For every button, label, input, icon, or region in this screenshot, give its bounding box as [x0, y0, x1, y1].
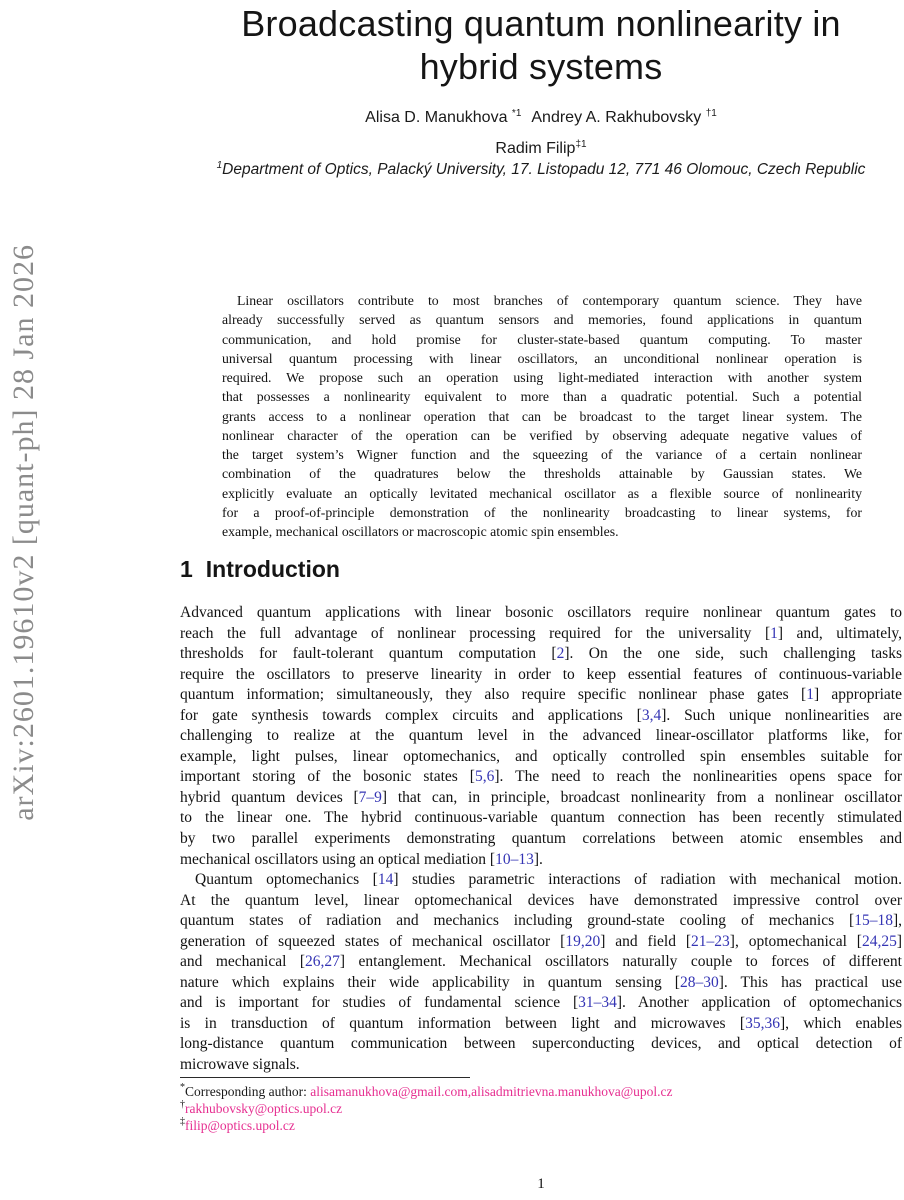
- citation-link[interactable]: 14: [377, 871, 394, 889]
- author-name: Andrey A. Rakhubovsky: [531, 109, 702, 126]
- text-line: to the linear one. The hybrid continuous-variable quantum connection has been recently stimulated: [180, 809, 902, 827]
- paper-header: [180, 0, 902, 179]
- text-line: microwave signals.: [180, 1056, 300, 1074]
- author-line: [180, 109, 902, 127]
- text-line: by two parallel experiments demonstrating quantum correlations between atomic ensembles and: [180, 830, 902, 848]
- body-text: [180, 603, 902, 1076]
- paper-title-line1: Broadcasting quantum nonlinearity in: [241, 3, 841, 44]
- author-footnote-mark: †1: [705, 108, 717, 119]
- citation-link[interactable]: 28–30: [679, 973, 719, 991]
- citation-link[interactable]: 15–18: [854, 912, 893, 930]
- author-name: Alisa D. Manukhova: [365, 109, 508, 126]
- citation-link[interactable]: 21–23: [691, 932, 730, 950]
- text-line: nature which explains their wide applicability in quantum sensing [28–30]. This has practical use: [180, 973, 902, 991]
- text-line: already successfully served as quantum sensors and memories, found applications in quantum: [222, 312, 862, 328]
- text-line: Linear oscillators contribute to most branches of contemporary quantum science. They have: [237, 293, 862, 308]
- text-line: example, light pulses, linear optomechanics, and optically controlled spin ensembles suitable for: [180, 747, 902, 765]
- section-number: 1: [180, 556, 193, 582]
- text-line: thresholds for fault-tolerant quantum computation [2]. On the one side, such challenging tasks: [180, 645, 903, 663]
- text-line: long-distance quantum communication between superconducting devices, and optical detection of: [180, 1035, 902, 1053]
- body-paragraph: [180, 870, 902, 1075]
- author-footnote-mark: *1: [511, 108, 522, 119]
- page-number: 1: [537, 1176, 545, 1192]
- text-line: and is important for studies of fundamental science [31–34]. Another application of optomechanics: [180, 994, 902, 1012]
- text-line: explicitly evaluate an optically levitated mechanical oscillator as a flexible source of nonlinearity: [222, 485, 862, 501]
- text-line: example, mechanical oscillators or macroscopic atomic spin ensembles.: [222, 524, 619, 539]
- footnote: [180, 1083, 902, 1100]
- affiliation-text: Department of Optics, Palacký University, 17. Listopadu 12, 771 46 Olomouc, Czech Republic: [222, 161, 866, 178]
- text-line: Advanced quantum applications with linear bosonic oscillators require nonlinear quantum gates to: [180, 604, 902, 621]
- text-line: and mechanical [26,27] entanglement. Mechanical oscillators naturally couple to forces of different: [180, 953, 902, 971]
- text-line: important storing of the bosonic states [5,6]. The need to reach the nonlinearities opens space for: [180, 768, 902, 786]
- footnotes: [180, 1083, 902, 1134]
- author-line-2: [180, 140, 902, 158]
- text-line: the target system’s Wigner function and the squeezing of the variance of a certain nonlinear: [222, 447, 862, 462]
- paper-title: [180, 2, 902, 88]
- footnote-marker: †: [180, 1099, 185, 1110]
- footnote-marker: ‡: [180, 1116, 185, 1127]
- email-link[interactable]: filip@optics.upol.cz: [185, 1118, 295, 1133]
- text-line: At the quantum level, linear optomechanical devices have demonstrated impressive control over: [180, 891, 902, 909]
- email-link[interactable]: rakhubovsky@optics.upol.cz: [185, 1101, 343, 1116]
- text-line: quantum information; simultaneously, they also require specific nonlinear phase gates [1] appropriate: [180, 686, 902, 704]
- text-line: generation of squeezed states of mechanical oscillator [19,20] and field [21–23], optomechanical [24,25]: [180, 932, 902, 950]
- footnote-rule: [180, 1077, 470, 1078]
- citation-link[interactable]: 2: [556, 645, 565, 663]
- citation-link[interactable]: 1: [806, 686, 814, 704]
- citation-link[interactable]: 31–34: [578, 994, 617, 1012]
- citation-link[interactable]: 26,27: [305, 953, 340, 971]
- citation-link[interactable]: 24,25: [861, 932, 897, 950]
- citation-link[interactable]: 19,20: [565, 932, 601, 950]
- footnote-marker: *: [180, 1082, 185, 1093]
- text-line: hybrid quantum devices [7–9] that can, in principle, broadcast nonlinearity from a nonlinear oscillator: [180, 788, 902, 806]
- citation-link[interactable]: 1: [770, 624, 778, 642]
- text-line: that possesses a nonlinearity equivalent to more than a quadratic potential. Such a potential: [222, 389, 862, 405]
- text-line: for a proof-of-principle demonstration of the nonlinearity broadcasting to linear systems, for: [222, 504, 862, 520]
- author-footnote-mark: ‡1: [575, 139, 587, 150]
- text-line: challenging to realize at the quantum level in the advanced linear-oscillator platforms like, for: [180, 727, 902, 745]
- affiliation: [180, 161, 902, 179]
- footnote: [180, 1100, 902, 1117]
- paper-title-line2: hybrid systems: [419, 46, 663, 87]
- text-line: communication, and hold promise for cluster-state-based quantum computing. To master: [222, 331, 862, 347]
- citation-link[interactable]: 7–9: [358, 788, 382, 806]
- footnote-text: Corresponding author:: [185, 1084, 311, 1099]
- text-line: Quantum optomechanics [14] studies parametric interactions of radiation with mechanical motion.: [195, 871, 902, 889]
- section-title: Introduction: [205, 556, 340, 582]
- section-heading: [180, 556, 340, 583]
- arxiv-watermark: [0, 200, 48, 865]
- citation-link[interactable]: 10–13: [495, 850, 534, 868]
- footnote: [180, 1117, 902, 1134]
- text-line: grants access to a nonlinear operation that can be broadcast to the target linear system. The: [222, 408, 862, 424]
- abstract: [222, 291, 862, 541]
- author-name: Radim Filip: [495, 140, 576, 157]
- email-link[interactable]: alisamanukhova@gmail.com,alisadmitrievna.manukhova@upol.cz: [310, 1084, 673, 1099]
- text-line: universal quantum processing with linear oscillators, an unconditional nonlinear operation is: [222, 350, 862, 366]
- text-line: nonlinear character of the operation can be verified by observing adequate negative values of: [222, 427, 862, 443]
- text-line: for gate synthesis towards complex circuits and applications [3,4]. Such unique nonlinearities are: [180, 706, 903, 724]
- text-line: combination of the quadratures below the thresholds attainable by Gaussian states. We: [222, 466, 862, 482]
- text-line: mechanical oscillators using an optical mediation [10–13].: [180, 850, 543, 868]
- arxiv-watermark-label: arXiv:2601.19610v2 [quant-ph] 28 Jan 2026: [7, 244, 40, 821]
- affiliation-mark: 1: [216, 160, 223, 171]
- text-line: reach the full advantage of nonlinear processing required for the universality [1] and, ultimately,: [180, 624, 902, 642]
- body-paragraph: [180, 603, 902, 870]
- citation-link[interactable]: 3,4: [641, 706, 662, 724]
- text-line: is in transduction of quantum information between light and microwaves [35,36], which enables: [180, 1014, 902, 1032]
- text-line: require the oscillators to preserve linearity in order to keep essential features of continuous-variable: [180, 665, 902, 683]
- citation-link[interactable]: 35,36: [745, 1014, 780, 1032]
- text-line: quantum states of radiation and mechanics including ground-state cooling of mechanics [15–18],: [180, 912, 902, 930]
- citation-link[interactable]: 5,6: [474, 768, 495, 786]
- text-line: required. We propose such an operation using light-mediated interaction with another system: [222, 370, 862, 385]
